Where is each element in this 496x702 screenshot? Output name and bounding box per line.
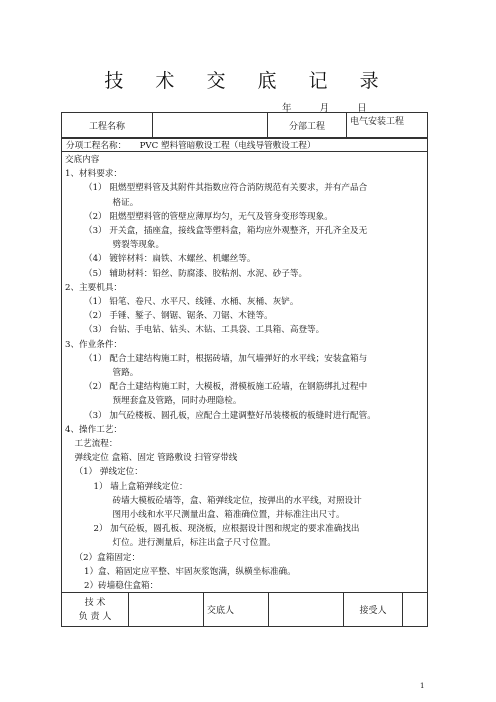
content-line: 劈裂等现象。 — [112, 240, 165, 251]
content-line: （1） 铅笔、卷尺、水平尺、线锤、水桶、灰桶、灰铲。 — [84, 297, 299, 308]
subsection-value: PVC 塑料管暗敷设工程（电线导管敷设工程） — [139, 141, 316, 151]
content-line: （3） 开关盒，插座盒，接线盒等塑料盒，箱均应外观整齐，开孔齐全及无 — [84, 226, 368, 237]
header-table — [61, 112, 428, 139]
subproject-label: 分部工程 — [268, 113, 347, 139]
page-number: 1 — [420, 682, 425, 690]
project-name-value — [153, 113, 268, 139]
content-line: （2） 配合土建结构施工时，大模板，滑模板施工砼墙，在钢筋绑扎过程中 — [84, 382, 368, 393]
handover-content — [61, 151, 428, 593]
project-name-label: 工程名称 — [62, 113, 153, 139]
handover-label-cell: 交底人 — [204, 593, 269, 627]
date-day: 日 — [357, 103, 367, 114]
content-line: 交底内容 — [65, 155, 100, 165]
content-line: 4、操作工艺： — [65, 424, 123, 435]
tech-lead-value — [129, 593, 204, 627]
content-line: 管路。 — [112, 368, 139, 379]
handover-value — [269, 593, 344, 627]
content-line: （3） 加气砼楼板、圆孔板，应配合土建调整好吊装楼板的板缝时进行配管。 — [84, 410, 376, 421]
content-line: 图用小线和水平尺测量出盒、箱准确位置，并标准注出尺寸。 — [112, 510, 345, 521]
content-line: （1） 弹线定位： — [74, 467, 143, 478]
content-line: 1）盒、箱固定应平整、牢固灰浆饱满，纵横坐标准确。 — [84, 566, 296, 577]
receiver-value — [403, 593, 428, 627]
content-line: 砖墙大模板砼墙等，盒、箱弹线定位，按弹出的水平线，对照设计 — [112, 495, 362, 506]
tech-lead-label: 技 术 负 责 人 — [62, 593, 129, 627]
content-line: 2） 加气砼板，圆孔板、现浇板，应根据设计图和规定的要求准确找出 — [93, 524, 360, 535]
content-line: （5） 辅助材料：铅丝、防腐漆、胶粘剂、水泥、砂子等。 — [84, 268, 308, 279]
subproject-value: 电气安装工程 — [347, 113, 428, 139]
date-month: 月 — [319, 103, 330, 114]
content-line: 灯位。进行测量后，标注出盒子尺寸位置。 — [112, 538, 276, 549]
content-line: （2） 手锤、錾子、钢锯、锯条、刀锯、木锉等。 — [84, 311, 273, 322]
subsection-row — [61, 137, 428, 152]
subsection-label: 分项工程名称： — [66, 141, 127, 151]
content-line: 1） 墙上盒箱弹线定位： — [93, 481, 188, 492]
receiver-label: 接受人 — [344, 593, 403, 627]
content-line: 弹线定位 盒箱、固定 管路敷设 扫管穿带线 — [74, 453, 238, 464]
content-line: 1、材料要求： — [65, 169, 123, 180]
content-line: 工艺流程： — [74, 439, 118, 450]
footer-table — [61, 592, 428, 627]
date-year: 年 — [282, 103, 292, 114]
content-line: （1） 配合土建结构施工时，根据砖墙，加气墙弹好的水平线；安装盒箱与 — [84, 353, 368, 364]
content-line: 预埋套盒及管路，同时办理隐检。 — [112, 396, 242, 407]
content-line: （3） 台钻、手电钻、钻头、木钻、工具袋、工具箱、高登等。 — [84, 325, 325, 336]
content-line: （4） 镀锌材料：扁铁、木螺丝、机螺丝等。 — [84, 254, 256, 265]
content-line: （2） 阻燃型塑料管的管壁应薄厚均匀，无气及管身变形等现象。 — [84, 211, 333, 222]
content-line: 格证。 — [112, 197, 139, 208]
content-line: （1） 阻燃型塑料管及其附件其指数应符合消防规范有关要求，并有产品合 — [84, 183, 368, 194]
content-line: （2）盒箱固定： — [74, 552, 141, 563]
content-line: 2）砖墙稳住盒箱： — [84, 581, 159, 592]
document-title: 技 术 交 底 记 录 — [104, 70, 392, 92]
content-line: 3、作业条件： — [65, 339, 123, 350]
content-line: 2、主要机具： — [65, 282, 123, 293]
